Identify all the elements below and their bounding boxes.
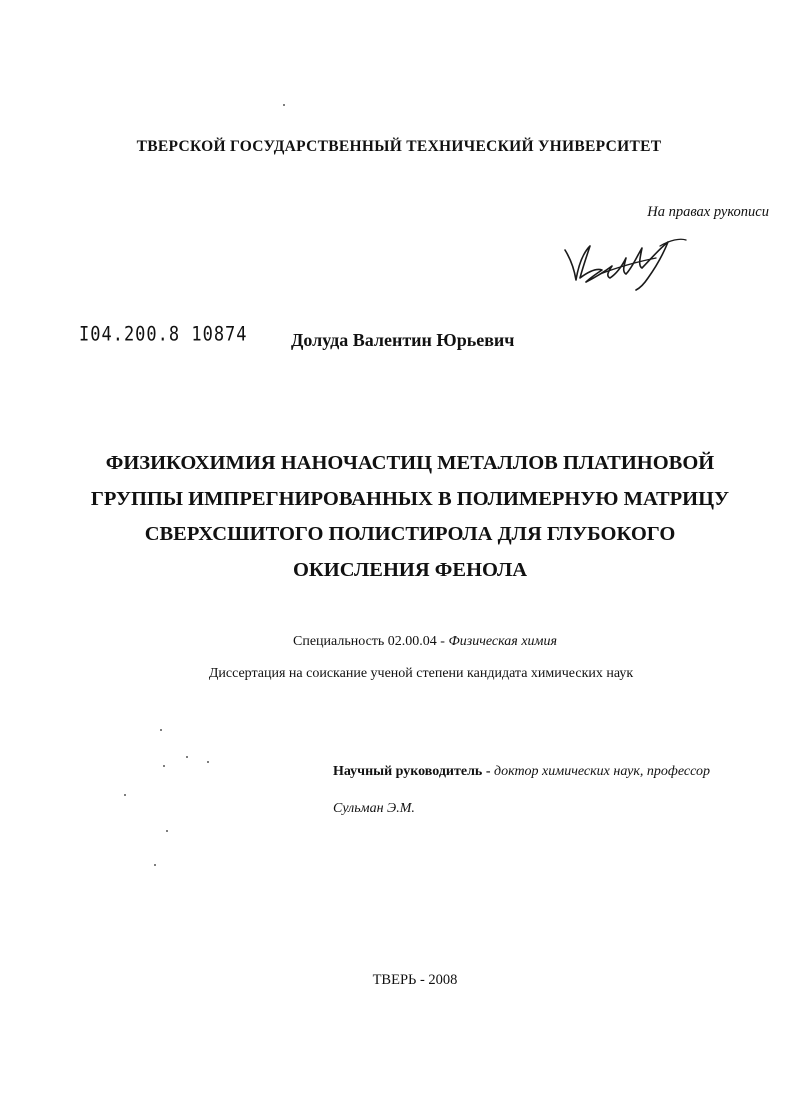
supervisor-label: Научный руководитель - [333,764,494,779]
supervisor-title: доктор химических наук, профессор [494,764,710,779]
title-line: СВЕРХСШИТОГО ПОЛИСТИРОЛА ДЛЯ ГЛУБОКОГО [144,523,676,545]
title-line: ОКИСЛЕНИЯ ФЕНОЛА [292,558,528,581]
university-name: ТВЕРСКОЙ ГОСУДАРСТВЕННЫЙ ТЕХНИЧЕСКИЙ УНИВЕРСИТЕТ [136,138,662,155]
title-line: ФИЗИКОХИМИЯ НАНОЧАСТИЦ МЕТАЛЛОВ ПЛАТИНОВОЙ [105,452,715,474]
scan-speck [166,830,168,832]
scan-speck [283,104,285,106]
registry-number: I04.200.8 10874 [79,323,248,346]
specialty [0,634,798,650]
handwritten-signature [560,228,690,293]
supervisor [333,764,710,780]
dissertation-title [60,446,760,588]
scan-speck [186,756,188,758]
title-line: ГРУППЫ ИМПРЕГНИРОВАННЫХ В ПОЛИМЕРНУЮ МАТРИЦУ [90,487,730,510]
scan-speck [163,765,165,767]
scan-speck [154,864,156,866]
specialty-field: Физическая химия [448,634,557,649]
supervisor-name: Сульман Э.М. [333,801,415,816]
dissertation-degree: Диссертация на соискание ученой степени кандидата химических наук [208,666,634,681]
scan-speck [160,729,162,731]
city-year: ТВЕРЬ - 2008 [372,972,458,988]
scan-speck [124,794,126,796]
scan-speck [207,761,209,763]
specialty-label: Специальность 02.00.04 - [293,634,449,649]
manuscript-note: На правах рукописи [647,204,769,220]
author-name: Долуда Валентин Юрьевич [291,330,515,350]
